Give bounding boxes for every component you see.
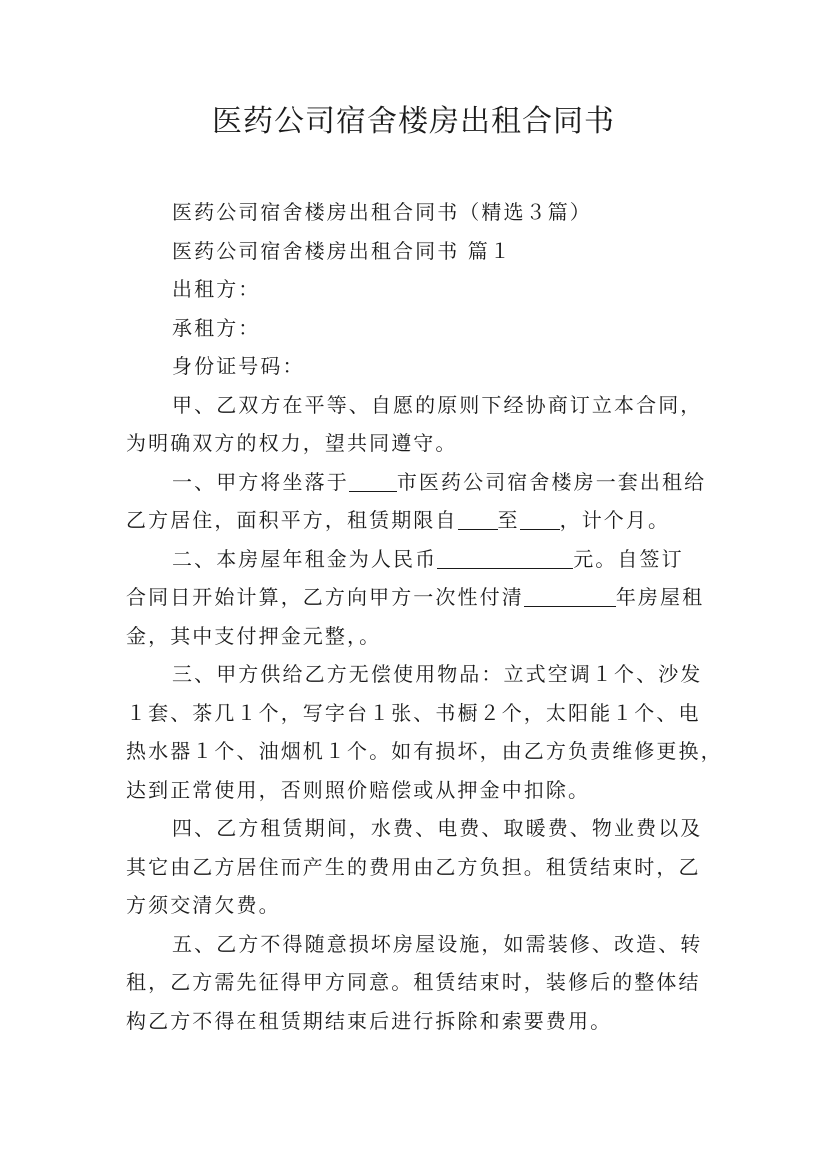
clause-2-text: 元。自签订	[573, 546, 684, 571]
lessor-label: 出租方：	[172, 277, 261, 301]
city-blank	[349, 467, 397, 492]
clause-2	[126, 540, 706, 656]
clause-2-line-2	[126, 578, 706, 617]
start-date-blank	[458, 505, 498, 530]
intro-line-2: 为明确双方的权力，望共同遵守。	[126, 431, 458, 455]
clause-1-line-2	[126, 501, 706, 540]
intro-line-1: 甲、乙双方在平等、自愿的原则下经协商订立本合同，	[172, 392, 703, 417]
end-date-blank	[520, 505, 560, 530]
clause-1-text: 市医药公司宿舍楼房一套出租给	[396, 469, 707, 494]
clause-3-line-1: 三、甲方供给乙方无偿使用物品：立式空调１个、沙发	[172, 662, 703, 686]
clause-3-line-2: １套、茶几１个，写字台１张、书橱２个，太阳能１个、电	[126, 700, 701, 725]
lessee-label: 承租方：	[172, 315, 261, 340]
clause-2-text: 年房屋租	[615, 585, 705, 609]
clause-1-line-1	[126, 463, 706, 502]
clause-4-line-1: 四、乙方租赁期间，水费、电费、取暖费、物业费以及	[172, 816, 703, 840]
years-blank	[524, 582, 616, 607]
clause-4-line-3: 方须交清欠费。	[126, 893, 281, 917]
clause-1-text: ，计个月。	[559, 508, 671, 532]
clause-2-line-3: 金，其中支付押金元整，。	[126, 623, 382, 648]
clause-1-text: 一、甲方将坐落于	[172, 469, 349, 494]
intro-paragraph	[126, 386, 706, 463]
clause-5	[126, 925, 706, 1041]
subtitle: 医药公司宿舍楼房出租合同书（精选３篇）	[172, 200, 592, 224]
clause-3	[126, 655, 723, 809]
clause-1-text: 至	[497, 508, 520, 532]
clause-5-line-3: 构乙方不得在租赁期结束后进行拆除和索要费用。	[126, 1008, 613, 1033]
clause-2-text: 二、本房屋年租金为人民币	[172, 546, 438, 571]
clause-1-text: 乙方居住，面积平方，租赁期限自	[126, 508, 458, 532]
clause-4	[126, 809, 706, 925]
clause-5-line-2: 租，乙方需先征得甲方同意。租赁结束时，装修后的整体结	[126, 970, 701, 994]
document-title: 医药公司宿舍楼房出租合同书	[212, 104, 615, 139]
id-number-label: 身份证号码：	[172, 354, 305, 378]
clause-1	[126, 463, 706, 540]
clause-2-text: 合同日开始计算，乙方向甲方一次性付清	[126, 585, 524, 609]
document-body	[126, 193, 723, 1040]
clause-3-line-3: 热水器１个、油烟机１个。如有损坏，由乙方负责维修更换，	[126, 739, 723, 763]
clause-2-line-1	[126, 540, 706, 579]
clause-4-line-2: 其它由乙方居住而产生的费用由乙方负担。租赁结束时，乙	[126, 854, 701, 879]
clause-5-line-1: 五、乙方不得随意损坏房屋设施，如需装修、改造、转	[172, 931, 703, 956]
rent-amount-blank	[437, 544, 573, 569]
clause-3-line-4: 达到正常使用，否则照价赔偿或从押金中扣除。	[126, 777, 591, 802]
section-heading: 医药公司宿舍楼房出租合同书 篇１	[172, 238, 512, 263]
